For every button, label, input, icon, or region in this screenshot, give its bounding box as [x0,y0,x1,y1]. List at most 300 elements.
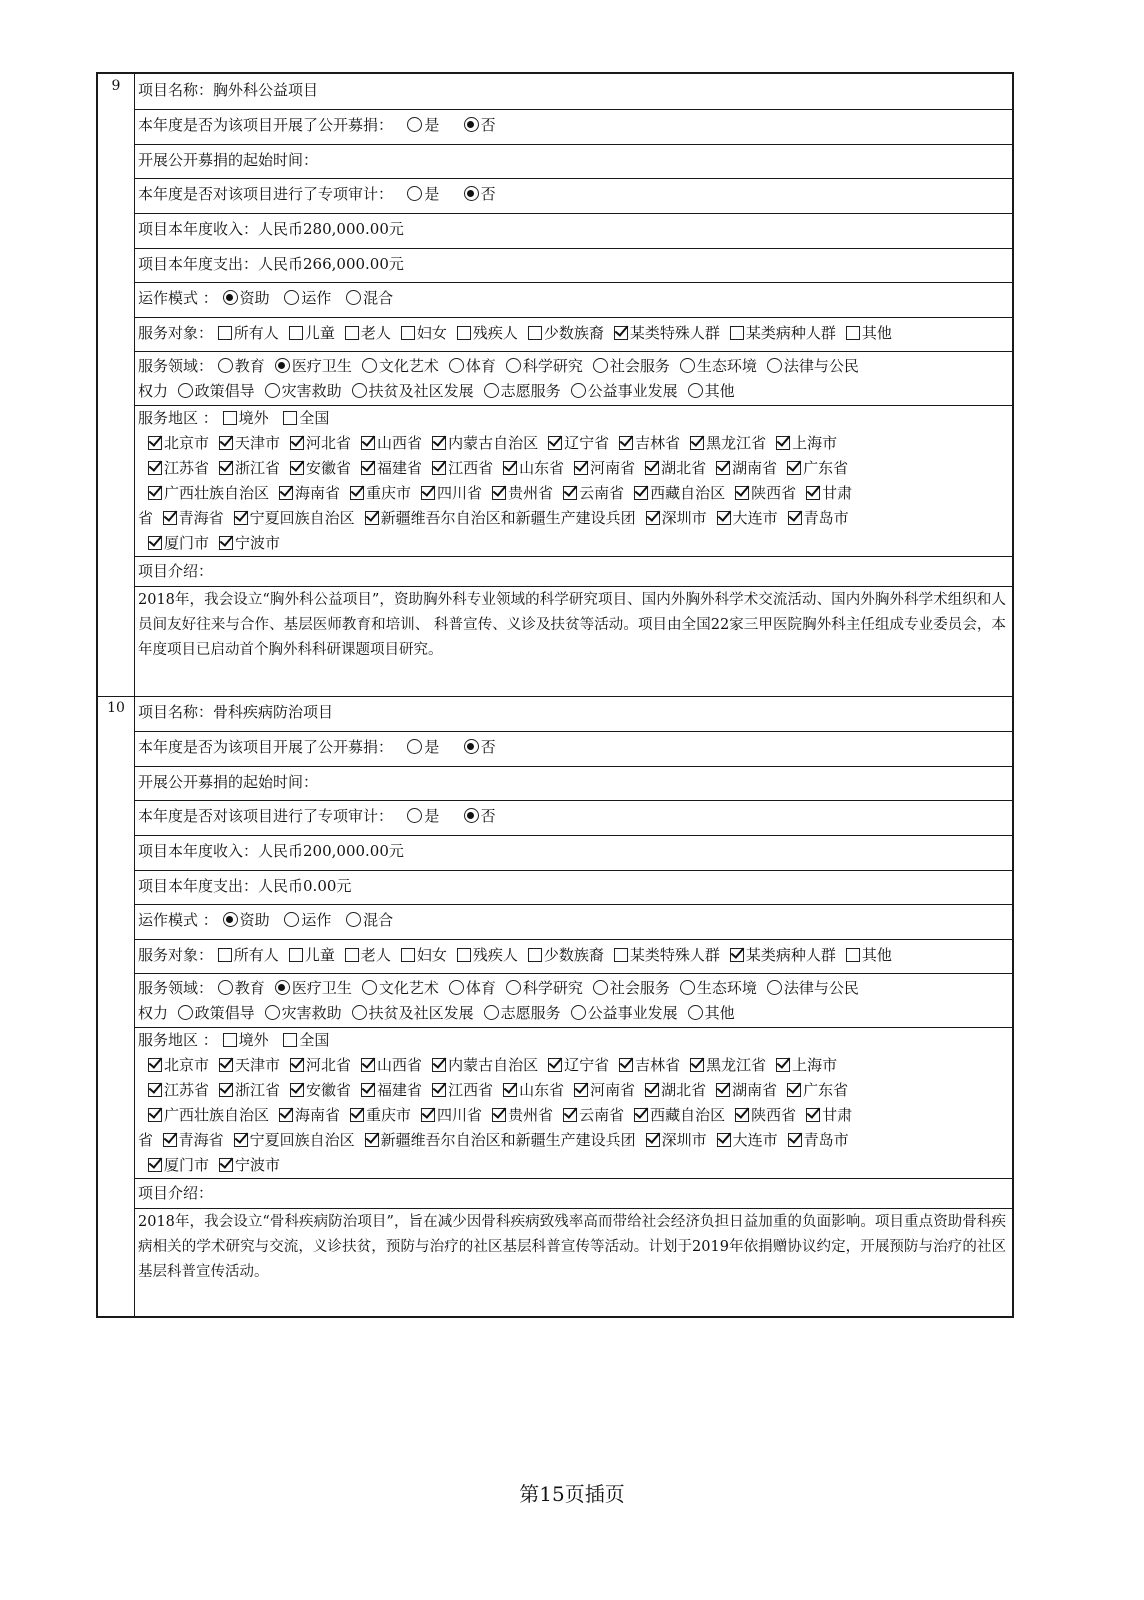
fundraising-yes-option[interactable]: 是 [407,113,439,138]
option-label: 宁波市 [235,534,281,552]
option-label: 山西省 [377,1056,423,1074]
option-label: 内蒙古自治区 [448,1056,539,1074]
service-area-checkbox[interactable] [290,1053,351,1078]
checkbox-checked-icon [619,436,633,450]
service-area-checkbox[interactable] [645,1078,706,1103]
audit-yes-option[interactable]: 是 [407,182,439,207]
checkbox-checked-icon [432,461,446,475]
service-target-checkbox[interactable] [345,943,391,968]
checkbox-checked-icon [735,486,749,500]
checkbox-icon [846,948,860,962]
service-area-checkbox[interactable] [776,1053,837,1078]
service-field-radio[interactable] [449,354,496,379]
fundraising-no-option[interactable]: 否 [464,735,496,760]
special-audit-question [138,804,1008,829]
service-area-checkbox[interactable] [234,506,355,531]
page-footer: 第15页插页 [519,1482,625,1506]
service-area-checkbox[interactable] [619,1053,680,1078]
service-area-checkbox[interactable] [690,431,766,456]
checkbox-checked-icon [548,436,562,450]
option-label: 福建省 [377,1081,423,1099]
service-fields-label: 服务领域： [138,357,214,375]
public-fundraising-label: 本年度是否为该项目开展了公开募捐： [138,738,394,756]
option-label: 安徽省 [306,459,352,477]
radio-icon [484,383,499,398]
radio-icon [593,358,608,373]
service-field-radio[interactable] [593,976,670,1001]
service-area-checkbox[interactable] [361,431,422,456]
checkbox-checked-icon [492,486,506,500]
service-area-checkbox[interactable] [350,481,411,506]
service-field-radio[interactable] [275,976,352,1001]
service-area-checkbox[interactable] [361,1053,422,1078]
radio-icon [265,383,280,398]
service-area-checkbox[interactable] [788,1128,849,1153]
checkbox-checked-icon [361,1058,375,1072]
option-label: 儿童 [304,324,335,342]
service-area-checkbox[interactable] [806,1103,852,1128]
service-fields-label: 服务领域： [138,979,214,997]
option-label: 甘肃 [822,484,853,502]
option-label: 江西省 [448,459,494,477]
checkbox-icon [401,948,415,962]
checkbox-checked-icon [350,486,364,500]
radio-icon [407,117,422,132]
option-label: 北京市 [164,1056,210,1074]
service-field-radio[interactable] [484,1001,561,1026]
project-form-table [96,72,1014,1318]
radio-selected-icon [223,290,238,305]
service-target-checkbox[interactable] [218,943,279,968]
checkbox-icon [289,948,303,962]
annual-expense: 项目本年度支出：人民币0.00元 [138,877,352,895]
checkbox-checked-icon [690,1058,704,1072]
service-area-checkbox[interactable] [234,1128,355,1153]
service-area-checkbox[interactable] [646,1128,707,1153]
option-label: 山东省 [519,459,565,477]
service-field-radio[interactable] [362,354,439,379]
option-label: 湖南省 [732,1081,778,1099]
checkbox-checked-icon [163,511,177,525]
option-label: 体育 [465,357,496,375]
service-target-checkbox[interactable] [345,321,391,346]
service-area-checkbox[interactable] [492,1103,553,1128]
area-overseas-checkbox[interactable]: 境外 [223,1028,269,1053]
service-area-label: 服务地区 ： [138,1031,218,1049]
area-nationwide-checkbox[interactable]: 全国 [283,1028,329,1053]
radio-icon [265,1005,280,1020]
option-label: 浙江省 [235,1081,281,1099]
checkbox-checked-icon [219,536,233,550]
service-area-checkbox[interactable] [735,481,796,506]
service-area-checkbox[interactable] [645,456,706,481]
service-area-checkbox[interactable] [163,506,224,531]
service-area-checkbox[interactable] [717,506,778,531]
service-target-checkbox[interactable] [289,321,335,346]
option-label: 甘肃 [822,1106,853,1124]
checkbox-checked-icon [574,461,588,475]
radio-icon [688,383,703,398]
mode-option-mixed[interactable]: 混合 [346,908,393,933]
service-field-radio[interactable] [218,354,265,379]
option-label: 青岛市 [803,1131,849,1149]
mode-option-operation[interactable]: 运作 [284,908,331,933]
service-target-checkbox[interactable] [528,321,604,346]
option-label: 教育 [234,979,265,997]
service-area-checkbox[interactable] [432,456,493,481]
option-label: 山东省 [519,1081,565,1099]
project-index: 9 [111,78,121,94]
service-area-checkbox[interactable] [219,1053,280,1078]
service-target-checkbox[interactable] [401,321,447,346]
checkbox-checked-icon [492,1108,506,1122]
option-label: 河南省 [590,1081,636,1099]
service-field-radio[interactable] [680,354,757,379]
service-field-radio[interactable] [680,976,757,1001]
service-field-radio[interactable] [506,354,583,379]
option-label: 志愿服务 [500,382,561,400]
mode-option-operation[interactable]: 运作 [284,286,331,311]
special-audit-label: 本年度是否对该项目进行了专项审计： [138,185,394,203]
checkbox-checked-icon [148,461,162,475]
service-field-radio[interactable] [688,379,735,404]
checkbox-icon [730,326,744,340]
service-area-checkbox[interactable] [563,1103,624,1128]
service-area-checkbox[interactable] [548,1053,609,1078]
option-label: 教育 [234,357,265,375]
option-label: 科学研究 [522,357,583,375]
option-label: 河北省 [306,1056,352,1074]
option-label: 社会服务 [609,979,670,997]
operation-mode [138,286,1008,311]
service-field-radio[interactable] [178,1001,255,1026]
option-label: 广西壮族自治区 [164,1106,270,1124]
service-area-checkbox[interactable] [421,1103,482,1128]
service-field-radio[interactable] [352,1001,474,1026]
checkbox-checked-icon [645,461,659,475]
fundraising-no-option[interactable]: 否 [464,113,496,138]
service-field-radio[interactable] [593,354,670,379]
service-area-checkbox[interactable] [148,531,209,556]
service-area-checkbox[interactable] [717,1128,778,1153]
service-field-radio[interactable] [352,379,474,404]
option-label: 海南省 [295,484,341,502]
service-area-checkbox[interactable] [148,1053,209,1078]
service-area-checkbox[interactable] [290,456,351,481]
option-label: 社会服务 [609,357,670,375]
service-field-radio[interactable] [218,976,265,1001]
checkbox-checked-icon [690,436,704,450]
checkbox-icon [218,948,232,962]
service-target-checkbox[interactable] [614,321,720,346]
checkbox-checked-icon [290,1058,304,1072]
public-fundraising-question [138,113,1008,138]
service-area-checkbox[interactable] [735,1103,796,1128]
service-area-checkbox[interactable] [503,456,564,481]
option-label: 扶贫及社区发展 [368,1004,474,1022]
checkbox-icon [528,326,542,340]
checkbox-checked-icon [148,486,162,500]
radio-icon [346,290,361,305]
checkbox-checked-icon [421,486,435,500]
audit-no-option[interactable]: 否 [464,182,496,207]
service-area-checkbox[interactable] [163,1128,224,1153]
service-area-checkbox[interactable] [279,1103,340,1128]
service-area-checkbox[interactable] [563,481,624,506]
service-area-checkbox[interactable] [361,1078,422,1103]
checkbox-icon [345,948,359,962]
service-area-checkbox[interactable] [365,1128,636,1153]
service-area-checkbox[interactable] [619,431,680,456]
area-nationwide-checkbox[interactable]: 全国 [283,406,329,431]
service-area-checkbox[interactable] [548,431,609,456]
service-area-checkbox[interactable] [148,431,209,456]
checkbox-icon [289,326,303,340]
option-label: 文化艺术 [378,979,439,997]
service-area-checkbox[interactable] [148,1078,209,1103]
checkbox-checked-icon [148,436,162,450]
service-area-checkbox[interactable] [806,481,852,506]
radio-selected-icon [464,117,479,132]
service-target-checkbox[interactable] [289,943,335,968]
option-label: 文化艺术 [378,357,439,375]
service-target-checkbox[interactable] [730,943,836,968]
checkbox-checked-icon [279,486,293,500]
service-area-checkbox[interactable] [290,431,351,456]
checkbox-checked-icon [432,1058,446,1072]
service-area-checkbox[interactable] [787,1078,848,1103]
service-area-checkbox[interactable] [716,456,777,481]
option-label: 江苏省 [164,1081,210,1099]
checkbox-checked-icon [148,536,162,550]
checkbox-checked-icon [219,1158,233,1172]
option-label: 某类病种人群 [745,946,836,964]
radio-icon [362,980,377,995]
service-field-radio[interactable] [688,1001,735,1026]
option-label: 上海市 [792,1056,838,1074]
service-target-checkbox[interactable] [846,321,892,346]
radio-icon [218,980,233,995]
service-target-checkbox[interactable] [457,943,518,968]
option-label: 深圳市 [661,509,707,527]
service-target-checkbox[interactable] [846,943,892,968]
checkbox-checked-icon [503,1083,517,1097]
checkbox-checked-icon [279,1108,293,1122]
option-label: 黑龙江省 [706,434,767,452]
service-area-checkbox[interactable] [365,506,636,531]
checkbox-icon [345,326,359,340]
option-label: 贵州省 [508,1106,554,1124]
service-area-checkbox[interactable] [361,456,422,481]
checkbox-checked-icon [148,1108,162,1122]
service-field-radio[interactable] [275,354,352,379]
option-label: 广东省 [803,459,849,477]
service-area-checkbox[interactable] [219,431,280,456]
service-fields-line2 [138,379,1008,404]
checkbox-checked-icon [716,461,730,475]
radio-icon [284,912,299,927]
service-field-radio[interactable] [571,1001,678,1026]
service-area-checkbox[interactable] [219,531,280,556]
radio-selected-icon [275,980,290,995]
service-field-radio[interactable] [362,976,439,1001]
service-area-checkbox[interactable] [716,1078,777,1103]
fundraising-yes-option[interactable]: 是 [407,735,439,760]
special-audit-question [138,182,1008,207]
checkbox-checked-icon [716,1083,730,1097]
service-area-checkbox[interactable] [148,456,209,481]
option-label: 体育 [465,979,496,997]
option-label: 河南省 [590,459,636,477]
service-target-checkbox[interactable] [218,321,279,346]
service-area-checkbox[interactable] [279,481,340,506]
service-area-checkbox[interactable] [788,506,849,531]
service-area-line1 [138,431,1008,456]
option-label: 厦门市 [164,1156,210,1174]
service-area-checkbox[interactable] [690,1053,766,1078]
checkbox-icon [223,411,237,425]
checkbox-checked-icon [717,1133,731,1147]
service-area-line1 [138,1053,1008,1078]
service-area-checkbox[interactable] [492,481,553,506]
option-label: 江苏省 [164,459,210,477]
service-area-checkbox[interactable] [776,431,837,456]
service-area-checkbox[interactable] [432,431,538,456]
service-area-checkbox[interactable] [350,1103,411,1128]
service-area-line4 [138,1128,1008,1153]
option-label: 公益事业发展 [587,382,678,400]
radio-icon [688,1005,703,1020]
option-label: 浙江省 [235,459,281,477]
option-label: 厦门市 [164,534,210,552]
service-field-radio[interactable] [767,354,859,379]
option-label: 政策倡导 [194,1004,255,1022]
service-target-checkbox[interactable] [730,321,836,346]
service-target-checkbox[interactable] [614,943,720,968]
service-area-checkbox[interactable] [432,1078,493,1103]
option-label: 其他 [861,946,892,964]
service-area-checkbox[interactable] [646,506,707,531]
radio-icon [178,1005,193,1020]
option-label: 陕西省 [751,484,797,502]
project-intro-text: 2018年，我会设立“骨科疾病防治项目”，旨在减少因骨科疾病致残率高而带给社会经济负担日益加重的负面影响。项目重点资助骨科疾病相关的学术研究与交流，义诊扶贫，预防与治疗的社区基层科普宣传等活动。计划于2019年依捐赠协议约定，开展预防与治疗的社区基层科普宣传活动。 [138,1214,1006,1280]
operation-mode [138,908,1008,933]
service-area-checkbox[interactable] [219,1153,280,1178]
annual-expense: 项目本年度支出：人民币266,000.00元 [138,255,404,273]
option-label: 海南省 [295,1106,341,1124]
radio-icon [449,980,464,995]
service-field-radio[interactable] [506,976,583,1001]
checkbox-checked-icon [645,1083,659,1097]
checkbox-icon [218,326,232,340]
service-area-checkbox[interactable] [787,456,848,481]
service-field-radio[interactable] [767,976,859,1001]
index-column-divider [134,74,135,1316]
service-area-checkbox[interactable] [503,1078,564,1103]
radio-icon [506,358,521,373]
service-area-checkbox[interactable] [290,1078,351,1103]
option-label: 广东省 [803,1081,849,1099]
service-field-radio[interactable] [265,1001,342,1026]
audit-yes-option[interactable]: 是 [407,804,439,829]
option-label: 辽宁省 [564,1056,610,1074]
mode-option-mixed[interactable]: 混合 [346,286,393,311]
service-field-radio[interactable] [178,379,255,404]
service-field-radio[interactable] [449,976,496,1001]
operation-mode-label: 运作模式 ： [138,911,218,929]
radio-icon [571,383,586,398]
area-overseas-checkbox[interactable]: 境外 [223,406,269,431]
option-label: 残疾人 [472,324,518,342]
service-area-checkbox[interactable] [219,1078,280,1103]
fundraising-start-time: 开展公开募捐的起始时间： [138,773,319,791]
option-label: 青海省 [178,1131,224,1149]
service-area-checkbox[interactable] [634,481,725,506]
option-label: 生态环境 [696,357,757,375]
option-label: 西藏自治区 [650,484,726,502]
service-area-checkbox[interactable] [574,456,635,481]
checkbox-checked-icon [619,1058,633,1072]
service-target-checkbox[interactable] [401,943,447,968]
option-label: 新疆维吾尔自治区和新疆生产建设兵团 [380,509,636,527]
option-label: 老人 [360,946,391,964]
service-target-checkbox[interactable] [457,321,518,346]
option-label: 残疾人 [472,946,518,964]
option-label: 老人 [360,324,391,342]
service-area-line3 [138,481,1008,506]
radio-icon [767,980,782,995]
service-target-checkbox[interactable] [528,943,604,968]
service-area-checkbox[interactable] [148,1103,269,1128]
option-label: 公益事业发展 [587,1004,678,1022]
service-field-radio[interactable] [484,379,561,404]
mode-option-funding[interactable]: 资助 [223,908,270,933]
option-label: 其他 [704,1004,735,1022]
option-label: 云南省 [579,1106,625,1124]
service-field-radio[interactable] [571,379,678,404]
option-label: 少数族裔 [543,946,604,964]
checkbox-icon [283,1033,297,1047]
service-area-checkbox[interactable] [634,1103,725,1128]
checkbox-checked-icon [776,1058,790,1072]
service-field-radio[interactable] [265,379,342,404]
checkbox-checked-icon [614,326,628,340]
option-label: 新疆维吾尔自治区和新疆生产建设兵团 [380,1131,636,1149]
checkbox-checked-icon [148,1083,162,1097]
service-fields-line1 [138,976,1008,1001]
service-area-checkbox[interactable] [148,481,269,506]
service-area-checkbox[interactable] [148,1153,209,1178]
option-label: 河北省 [306,434,352,452]
audit-no-option[interactable]: 否 [464,804,496,829]
service-area-checkbox[interactable] [574,1078,635,1103]
service-area-checkbox[interactable] [219,456,280,481]
service-area-checkbox[interactable] [432,1053,538,1078]
option-label: 重庆市 [366,484,412,502]
service-area-checkbox[interactable] [421,481,482,506]
option-label: 宁波市 [235,1156,281,1174]
mode-option-funding[interactable]: 资助 [223,286,270,311]
service-area-line5 [138,1153,1008,1178]
radio-icon [407,739,422,754]
radio-icon [680,980,695,995]
radio-selected-icon [464,739,479,754]
option-label: 重庆市 [366,1106,412,1124]
service-targets [138,943,1008,968]
option-label: 四川省 [437,1106,483,1124]
option-label: 内蒙古自治区 [448,434,539,452]
option-label: 青岛市 [803,509,849,527]
